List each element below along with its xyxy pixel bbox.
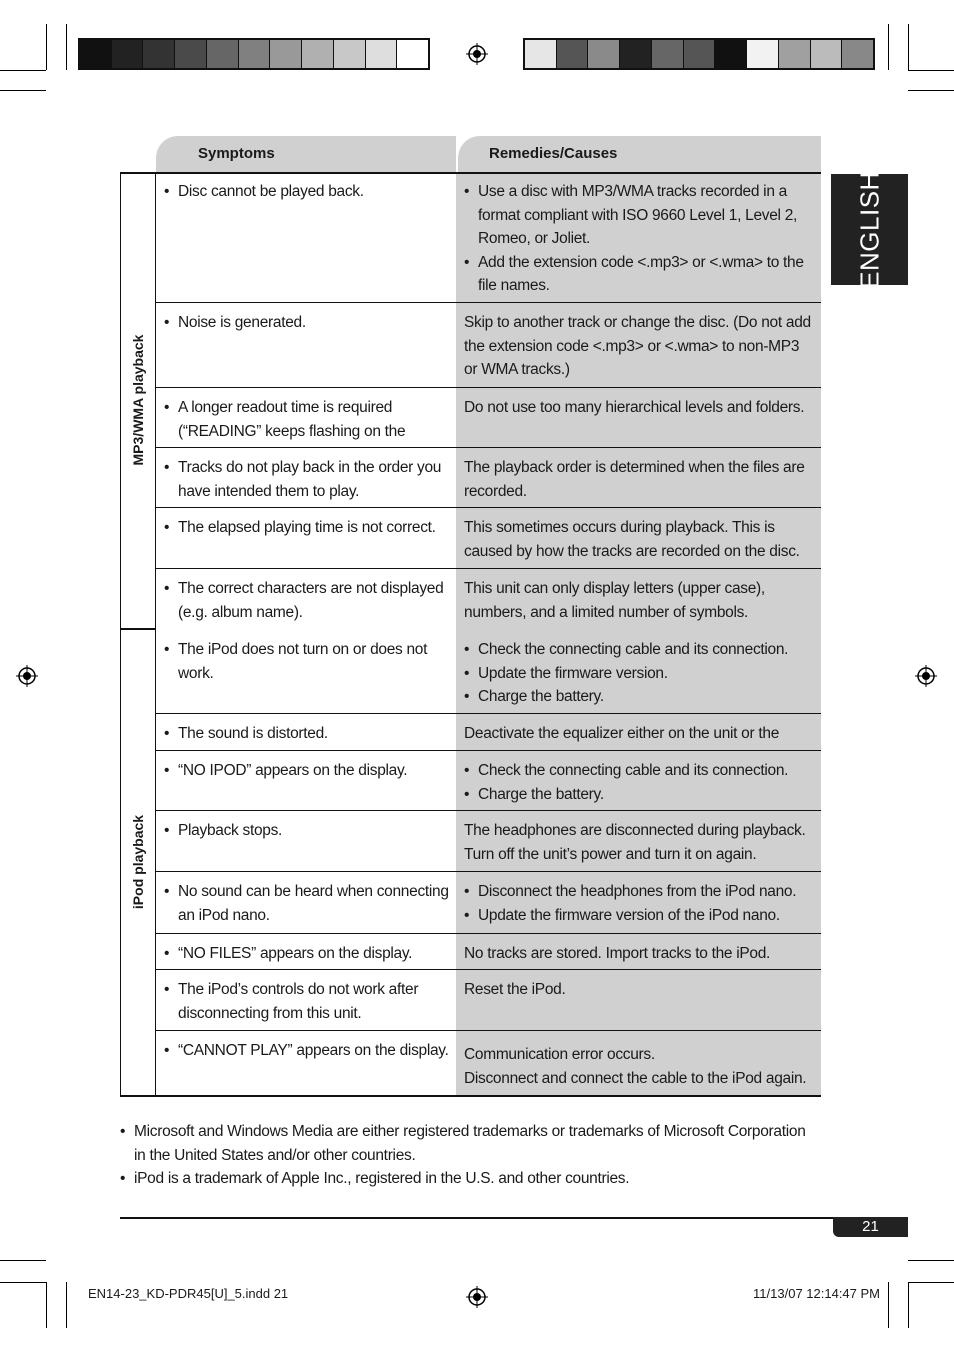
- color-swatch: [684, 40, 716, 68]
- remedy-text: Do not use too many hierarchical levels and folders.: [464, 399, 805, 416]
- color-swatch: [620, 40, 652, 68]
- remedy-bullet: • Use a disc with MP3/WMA tracks recorded in a format compliant with ISO 9660 Level 1, Level 2, Romeo, or Joliet.: [464, 180, 811, 251]
- crop-mark: [66, 1282, 67, 1328]
- symptom-text: • A longer readout time is required (“READING” keeps flashing on the: [164, 396, 452, 467]
- symptom-text: • The sound is distorted.: [164, 722, 452, 746]
- color-swatch: [239, 40, 271, 68]
- color-swatch: [366, 40, 398, 68]
- color-swatch: [525, 40, 557, 68]
- remedy-text: No tracks are stored. Import tracks to the iPod.: [464, 945, 771, 962]
- symptoms-header-label: Symptoms: [198, 145, 275, 162]
- registration-mark-icon: [16, 665, 38, 687]
- trademark-notes: [120, 1120, 820, 1191]
- language-tab-label: ENGLISH: [854, 170, 884, 289]
- remedy-text: Deactivate the equalizer either on the unit or the: [464, 725, 780, 742]
- color-swatch: [302, 40, 334, 68]
- color-swatch: [842, 40, 873, 68]
- crop-mark: [908, 1260, 954, 1261]
- symptom-text: • “CANNOT PLAY” appears on the display.: [164, 1039, 452, 1063]
- crop-mark: [908, 1282, 909, 1328]
- symptom-text: • Playback stops.: [164, 819, 452, 843]
- color-swatch: [334, 40, 366, 68]
- footer-rule: [120, 1217, 908, 1219]
- crop-mark: [908, 90, 954, 91]
- remedy-bullet: • Charge the battery.: [464, 783, 811, 807]
- registration-mark-icon: [915, 665, 937, 687]
- crop-mark: [888, 1282, 889, 1328]
- crop-mark: [66, 24, 67, 70]
- color-swatch: [779, 40, 811, 68]
- remedies-header: [458, 136, 821, 172]
- color-swatch: [652, 40, 684, 68]
- crop-mark: [0, 1282, 46, 1283]
- remedies-header-label: Remedies/Causes: [489, 145, 618, 162]
- note-item: • iPod is a trademark of Apple Inc., registered in the U.S. and other countries.: [120, 1167, 820, 1191]
- crop-mark: [888, 24, 889, 70]
- remedy-text: This unit can only display letters (upper case), numbers, and a limited number of symbols.: [464, 580, 765, 621]
- color-swatch: [397, 40, 428, 68]
- slug-timestamp: 11/13/07 12:14:47 PM: [753, 1286, 880, 1301]
- remedy-line: Disconnect and connect the cable to the iPod again.: [464, 1069, 807, 1087]
- color-swatch: [811, 40, 843, 68]
- color-swatch: [588, 40, 620, 68]
- color-swatch: [175, 40, 207, 68]
- color-swatch: [80, 40, 112, 68]
- crop-mark: [908, 70, 954, 71]
- remedy-bullet: • Charge the battery.: [464, 685, 811, 709]
- registration-mark-icon: [466, 43, 488, 65]
- symptom-text: • Noise is generated.: [164, 311, 452, 335]
- remedy-line: Communication error occurs.: [464, 1046, 655, 1063]
- symptom-text: • The correct characters are not displayed (e.g. album name).: [164, 577, 452, 624]
- remedy-text: Reset the iPod.: [464, 981, 566, 998]
- crop-mark: [0, 1260, 46, 1261]
- crop-mark: [46, 1282, 47, 1328]
- symptom-text: • Disc cannot be played back.: [164, 180, 452, 204]
- symptom-text: • The iPod’s controls do not work after disconnecting from this unit.: [164, 978, 452, 1025]
- symptoms-header: [156, 136, 456, 172]
- symptom-text: • No sound can be heard when connecting an iPod nano.: [164, 880, 452, 927]
- section-label: iPod playback: [130, 814, 146, 910]
- remedy-bullet: • Check the connecting cable and its connection.: [464, 638, 811, 662]
- remedy-text: This sometimes occurs during playback. This is caused by how the tracks are recorded on the disc.: [464, 519, 800, 560]
- crop-mark: [908, 1282, 954, 1283]
- color-swatch: [112, 40, 144, 68]
- remedy-bullet: • Add the extension code <.mp3> or <.wma> to the file names.: [464, 251, 811, 298]
- symptom-text: • The elapsed playing time is not correct.: [164, 516, 452, 540]
- color-swatch: [143, 40, 175, 68]
- registration-mark-icon: [466, 1286, 488, 1308]
- color-swatch: [270, 40, 302, 68]
- language-tab: [831, 170, 908, 289]
- table-frame: [120, 172, 821, 1097]
- crop-mark: [0, 70, 46, 71]
- remedy-text: Skip to another track or change the disc. (Do not add the extension code <.mp3> or <.wma> to non-MP3 or WMA tracks.): [464, 314, 811, 378]
- color-swatch: [557, 40, 589, 68]
- color-swatch: [747, 40, 779, 68]
- symptom-text: • “NO IPOD” appears on the display.: [164, 759, 452, 783]
- symptom-text: • The iPod does not turn on or does not work.: [164, 638, 452, 685]
- remedy-bullet: • Update the firmware version of the iPod nano.: [464, 904, 811, 928]
- symptom-text: • Tracks do not play back in the order you have intended them to play.: [164, 456, 452, 503]
- crop-mark: [46, 24, 47, 70]
- color-bar-left: [78, 38, 430, 70]
- crop-mark: [908, 24, 909, 70]
- color-bar-right: [523, 38, 875, 70]
- note-item: • Microsoft and Windows Media are either registered trademarks or trademarks of Microsoft Corporation in the United States and/or other countries.: [120, 1120, 820, 1167]
- remedy-bullet: • Update the firmware version.: [464, 662, 811, 686]
- remedy-text: The playback order is determined when the files are recorded.: [464, 459, 805, 500]
- page-number: 21: [833, 1217, 908, 1237]
- color-swatch: [207, 40, 239, 68]
- slug-filename: EN14-23_KD-PDR45[U]_5.indd 21: [88, 1286, 289, 1301]
- remedy-bullet: • Check the connecting cable and its connection.: [464, 759, 811, 783]
- remedy-text: The headphones are disconnected during playback. Turn off the unit’s power and turn it on again.: [464, 822, 806, 863]
- section-label: MP3/WMA playback: [130, 334, 146, 466]
- crop-mark: [0, 90, 46, 91]
- symptom-text: • “NO FILES” appears on the display.: [164, 942, 452, 966]
- color-swatch: [715, 40, 747, 68]
- remedy-bullet: • Disconnect the headphones from the iPod nano.: [464, 880, 811, 904]
